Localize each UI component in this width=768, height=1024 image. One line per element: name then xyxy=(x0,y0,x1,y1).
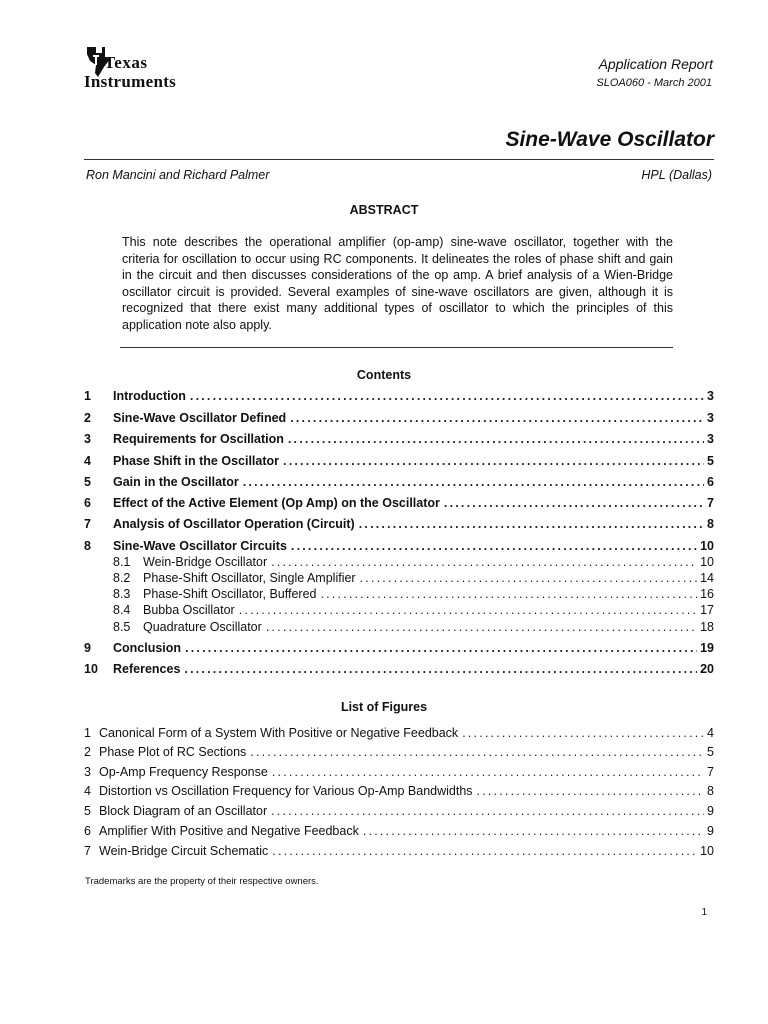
toc-entry-page: 3 xyxy=(707,411,714,425)
toc-entry-title: References xyxy=(113,662,181,676)
figure-entry-number: 3 xyxy=(84,765,91,779)
figure-entry-number: 2 xyxy=(84,745,91,759)
toc-entry-number: 3 xyxy=(84,432,91,446)
figure-entry xyxy=(84,824,714,838)
figure-entry-title: Distortion vs Oscillation Frequency for Various Op-Amp Bandwidths xyxy=(99,784,473,798)
dot-leader xyxy=(320,587,697,601)
logo-text-instruments: Instruments xyxy=(84,72,177,91)
figure-entry-number: 7 xyxy=(84,844,91,858)
texas-instruments-logo xyxy=(84,45,224,93)
figure-entry-title: Op-Amp Frequency Response xyxy=(99,765,268,779)
dot-leader xyxy=(271,555,697,569)
toc-entry-number: 4 xyxy=(84,454,91,468)
toc-entry-page: 3 xyxy=(707,432,714,446)
toc-entry-page: 3 xyxy=(707,389,714,403)
toc-entry-number: 8.1 xyxy=(113,555,131,569)
figure-entry-number: 1 xyxy=(84,726,91,740)
abstract-text: This note describes the operational amplifier (op-amp) sine-wave oscillator, together with the criteria for oscillation to occur using RC components. It delineates the roles of phase shift and gain in the circuit and then discusses considerations of the op amp. A brief analysis of a Wien-Bridge oscillator circuit is provided. Several examples of sine-wave oscillators are given, although it is recognized that there exist many additional types of oscillator to which the principles of this application note also apply. xyxy=(122,235,673,332)
toc-entry-page: 20 xyxy=(700,662,714,676)
figure-entry-page: 8 xyxy=(707,784,714,798)
figure-entry-page: 9 xyxy=(707,824,714,838)
toc-entry-page: 10 xyxy=(700,539,714,553)
dot-leader xyxy=(363,824,704,838)
dot-leader xyxy=(272,765,704,779)
toc-subentry xyxy=(84,603,714,617)
dot-leader xyxy=(190,389,704,403)
toc-entry-title: Phase-Shift Oscillator, Buffered xyxy=(143,587,317,601)
toc-entry-number: 8.5 xyxy=(113,620,131,634)
toc-entry-number: 5 xyxy=(84,475,91,489)
dot-leader xyxy=(291,539,697,553)
figure-entry xyxy=(84,726,714,740)
figure-entry-page: 5 xyxy=(707,745,714,759)
title-divider xyxy=(84,159,714,160)
toc-entry xyxy=(84,539,714,553)
dot-leader xyxy=(266,620,697,634)
toc-entry-number: 6 xyxy=(84,496,91,510)
dot-leader xyxy=(288,432,704,446)
list-of-figures-heading: List of Figures xyxy=(340,700,428,714)
toc-entry-page: 7 xyxy=(707,496,714,510)
toc-subentry xyxy=(84,571,714,585)
affiliation: HPL (Dallas) xyxy=(641,168,712,182)
toc-entry xyxy=(84,641,714,655)
dot-leader xyxy=(283,454,704,468)
toc-entry-number: 8 xyxy=(84,539,91,553)
figure-entry-title: Amplifier With Positive and Negative Feedback xyxy=(99,824,359,838)
abstract-divider xyxy=(120,347,673,348)
figure-entry-page: 4 xyxy=(707,726,714,740)
figure-entry xyxy=(84,765,714,779)
toc-entry-title: Phase Shift in the Oscillator xyxy=(113,454,280,468)
figure-entry-number: 5 xyxy=(84,804,91,818)
toc-entry-title: Conclusion xyxy=(113,641,182,655)
toc-entry xyxy=(84,475,714,489)
toc-entry-page: 19 xyxy=(700,641,714,655)
toc-entry-title: Phase-Shift Oscillator, Single Amplifier xyxy=(143,571,356,585)
figure-entry xyxy=(84,844,714,858)
figure-entry-title: Wein-Bridge Circuit Schematic xyxy=(99,844,269,858)
toc-entry-number: 10 xyxy=(84,662,98,676)
figure-entry xyxy=(84,745,714,759)
figure-entry-number: 4 xyxy=(84,784,91,798)
toc-entry-title: Effect of the Active Element (Op Amp) on the Oscillator xyxy=(113,496,440,510)
toc-entry-title: Requirements for Oscillation xyxy=(113,432,284,446)
report-id: SLOA060 - March 2001 xyxy=(596,77,712,89)
dot-leader xyxy=(360,571,698,585)
figure-entry-title: Canonical Form of a System With Positive or Negative Feedback xyxy=(99,726,459,740)
figure-entry-title: Phase Plot of RC Sections xyxy=(99,745,247,759)
toc-entry xyxy=(84,411,714,425)
toc-entry-page: 14 xyxy=(700,571,714,585)
dot-leader xyxy=(239,603,697,617)
document-title: Sine-Wave Oscillator xyxy=(505,128,714,151)
dot-leader xyxy=(290,411,704,425)
figure-entry xyxy=(84,784,714,798)
figure-entry-page: 9 xyxy=(707,804,714,818)
toc-entry-title: Bubba Oscillator xyxy=(143,603,235,617)
toc-entry-page: 6 xyxy=(707,475,714,489)
toc-entry-number: 1 xyxy=(84,389,91,403)
toc-entry-page: 18 xyxy=(700,620,714,634)
dot-leader xyxy=(272,844,697,858)
toc-entry-title: Introduction xyxy=(113,389,186,403)
toc-entry-page: 8 xyxy=(707,517,714,531)
toc-entry xyxy=(84,496,714,510)
figure-entry-page: 7 xyxy=(707,765,714,779)
toc-entry-page: 5 xyxy=(707,454,714,468)
toc-entry-number: 8.4 xyxy=(113,603,131,617)
abstract-heading: ABSTRACT xyxy=(349,203,419,217)
dot-leader xyxy=(185,641,697,655)
dot-leader xyxy=(250,745,704,759)
dot-leader xyxy=(462,726,704,740)
trademark-notice: Trademarks are the property of their respective owners. xyxy=(85,876,319,887)
toc-subentry xyxy=(84,620,714,634)
dot-leader xyxy=(444,496,704,510)
authors: Ron Mancini and Richard Palmer xyxy=(86,168,270,182)
toc-entry xyxy=(84,517,714,531)
toc-entry-page: 16 xyxy=(700,587,714,601)
toc-entry-title: Wein-Bridge Oscillator xyxy=(143,555,268,569)
toc-entry xyxy=(84,454,714,468)
figure-entry-page: 10 xyxy=(700,844,714,858)
dot-leader xyxy=(184,662,697,676)
toc-entry-number: 9 xyxy=(84,641,91,655)
toc-subentry xyxy=(84,587,714,601)
toc-entry-page: 17 xyxy=(700,603,714,617)
toc-entry xyxy=(84,662,714,676)
toc-entry-number: 8.2 xyxy=(113,571,131,585)
dot-leader xyxy=(477,784,705,798)
contents-heading: Contents xyxy=(356,368,412,382)
figure-entry-number: 6 xyxy=(84,824,91,838)
toc-entry-number: 7 xyxy=(84,517,91,531)
page-number: 1 xyxy=(701,907,707,918)
toc-entry-page: 10 xyxy=(700,555,714,569)
dot-leader xyxy=(359,517,704,531)
toc-entry-title: Gain in the Oscillator xyxy=(113,475,239,489)
report-type: Application Report xyxy=(598,56,713,72)
toc-entry-number: 8.3 xyxy=(113,587,131,601)
dot-leader xyxy=(243,475,704,489)
dot-leader xyxy=(271,804,704,818)
toc-entry-title: Sine-Wave Oscillator Circuits xyxy=(113,539,287,553)
toc-entry-title: Quadrature Oscillator xyxy=(143,620,262,634)
toc-entry xyxy=(84,432,714,446)
toc-entry xyxy=(84,389,714,403)
figure-entry-title: Block Diagram of an Oscillator xyxy=(99,804,268,818)
figure-entry xyxy=(84,804,714,818)
toc-entry-title: Sine-Wave Oscillator Defined xyxy=(113,411,287,425)
toc-entry-number: 2 xyxy=(84,411,91,425)
toc-entry-title: Analysis of Oscillator Operation (Circuit) xyxy=(113,517,355,531)
toc-subentry xyxy=(84,555,714,569)
logo-text-texas: Texas xyxy=(104,53,148,72)
